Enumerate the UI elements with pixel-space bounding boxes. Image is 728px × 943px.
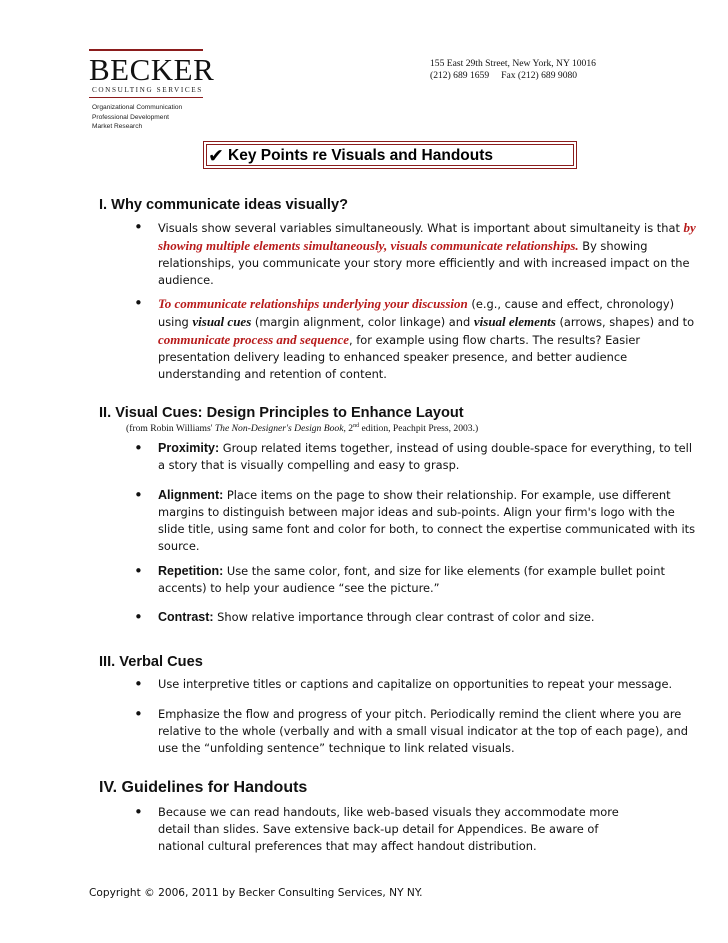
copyright-footer: Copyright © 2006, 2011 by Becker Consulting Services, NY NY. [89,887,423,899]
text-span: Place items on the page to show their relationship. For example, use different margins to distinguish between major ideas and sub-points. Align your firm's logo with the slide title, using same font and color for both, to connect the expertise communicated with its source. [158,488,696,553]
text-span: (margin alignment, color linkage) and [251,315,474,329]
bullet-icon: • [134,439,143,457]
citation-text: 2 [345,423,354,435]
company-logo-wordmark: BECKER [89,52,215,87]
section-heading: II. Visual Cues: Design Principles to Enhance Layout [99,405,464,421]
bullet-icon: • [134,486,143,504]
term-label: Repetition: [158,564,224,578]
text-span: Use the same color, font, and size for like elements (for example bullet point accents) to help your audience “see the picture.” [158,564,665,595]
emphasis-red: by showing multiple elements simultaneously, visuals communicate relationships. [158,220,696,253]
bullet-icon: • [134,675,143,693]
emphasis-red: communicate process and sequence [158,332,350,347]
term-label: Alignment: [158,488,224,502]
address-street: 155 East 29th Street, New York, NY 10016 [430,58,596,69]
list-item [158,219,698,289]
citation [126,423,478,434]
citation-book-title: The Non-Designer's Design Book, [214,423,346,435]
list-item [158,609,698,626]
text-span: , for example using flow charts. The results? Easier presentation delivery leading to enhanced speaker presence, and better audience understanding and retention of content. [158,333,641,381]
section-heading: III. Verbal Cues [99,654,203,670]
tagline-line: Professional Development [92,113,169,121]
text-span: (e.g., cause and effect, chronology) using [158,297,675,329]
citation-sup: nd [353,423,360,429]
emphasis-bold: visual cues [192,314,252,329]
bullet-icon: • [134,608,143,626]
bullet-icon: • [134,562,143,580]
bullet-icon: • [134,705,143,723]
bullet-icon: • [134,218,143,236]
page-title: Key Points re Visuals and Handouts [228,147,494,164]
bullet-icon: • [134,803,143,821]
citation-text: edition, Peachpit Press, 2003.) [359,423,479,435]
text-span: Visuals show several variables simultaneously. What is important about simultaneity is that [158,221,684,235]
text-span: Group related items together, instead of using double-space for everything, to tell a story that is visually compelling and easy to grasp. [158,441,692,472]
company-logo-subtitle: CONSULTING SERVICES [92,86,203,94]
company-address [430,58,596,82]
tagline-line: Organizational Communication [92,104,183,111]
list-item [158,487,698,555]
logo-top-rule [89,49,203,51]
list-item [158,295,698,383]
company-tagline [92,103,182,132]
checkmark-icon: ✔ [208,145,224,167]
list-item [158,440,698,474]
emphasis-bold: visual elements [473,314,556,329]
list-item: Use interpretive titles or captions and capitalize on opportunities to repeat your message. [158,677,673,691]
text-span: By showing relationships, you communicate your story more efficiently and with increased impact on the audience. [158,239,690,287]
address-phone: (212) 689 1659 Fax (212) 689 9080 [430,70,578,81]
term-label: Proximity: [158,441,220,455]
section-heading: I. Why communicate ideas visually? [99,197,348,213]
section-heading: IV. Guidelines for Handouts [99,779,308,796]
citation-text: (from Robin Williams' [126,423,215,435]
logo-bottom-rule [89,97,203,98]
term-label: Contrast: [158,610,214,624]
list-item: Emphasize the flow and progress of your pitch. Periodically remind the client where you are relative to the whole (verbally and with a small visual indicator at the top of each page), and use the “unfolding sentence” technique to link related visuals. [158,707,688,755]
list-item: Because we can read handouts, like web-based visuals they accommodate more detail than slides. Save extensive back-up detail for Appendices. Be aware of national cultural preferences that may affect handout distribution. [158,805,619,853]
emphasis-red: To communicate relationships underlying your discussion [158,296,468,311]
tagline-line: Market Research [92,123,143,130]
list-item [158,563,698,597]
text-span: (arrows, shapes) and to [555,315,695,329]
bullet-icon: • [134,294,143,312]
text-span: Show relative importance through clear contrast of color and size. [213,610,595,624]
